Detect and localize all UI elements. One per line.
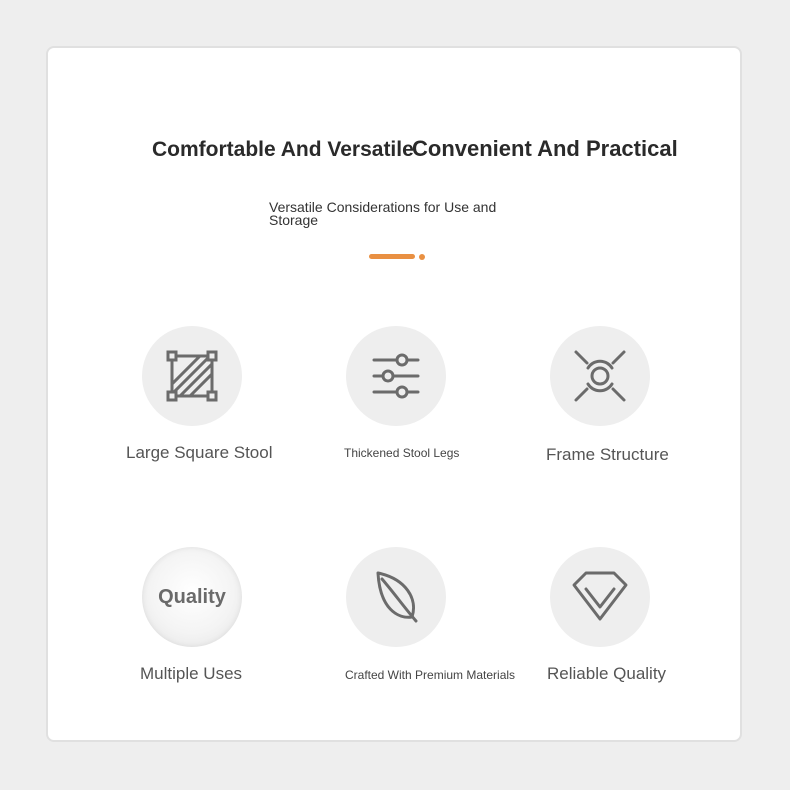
page-title-left: Comfortable And Versatile [152, 138, 414, 161]
feature-label-thickened-stool-legs: Thickened Stool Legs [344, 446, 460, 460]
feature-label-premium-materials: Crafted With Premium Materials [345, 668, 516, 682]
accent-divider [369, 254, 415, 259]
sliders-icon [346, 326, 446, 426]
quality-badge-text: Quality [158, 585, 226, 608]
target-burst-icon [550, 326, 650, 426]
diamond-icon [550, 547, 650, 647]
accent-dot [419, 254, 425, 260]
page-subtitle: Versatile Considerations for Use and Storage [269, 199, 497, 228]
leaf-icon [346, 547, 446, 647]
feature-label-reliable-quality: Reliable Quality [547, 664, 667, 683]
feature-label-large-square-stool: Large Square Stool [126, 443, 273, 462]
feature-card [46, 46, 742, 742]
feature-label-multiple-uses: Multiple Uses [140, 664, 243, 683]
feature-label-frame-structure: Frame Structure [546, 445, 669, 464]
quality-badge-icon [142, 547, 242, 647]
hatched-square-icon [142, 326, 242, 426]
page-title-right: Convenient And Practical [412, 136, 678, 161]
